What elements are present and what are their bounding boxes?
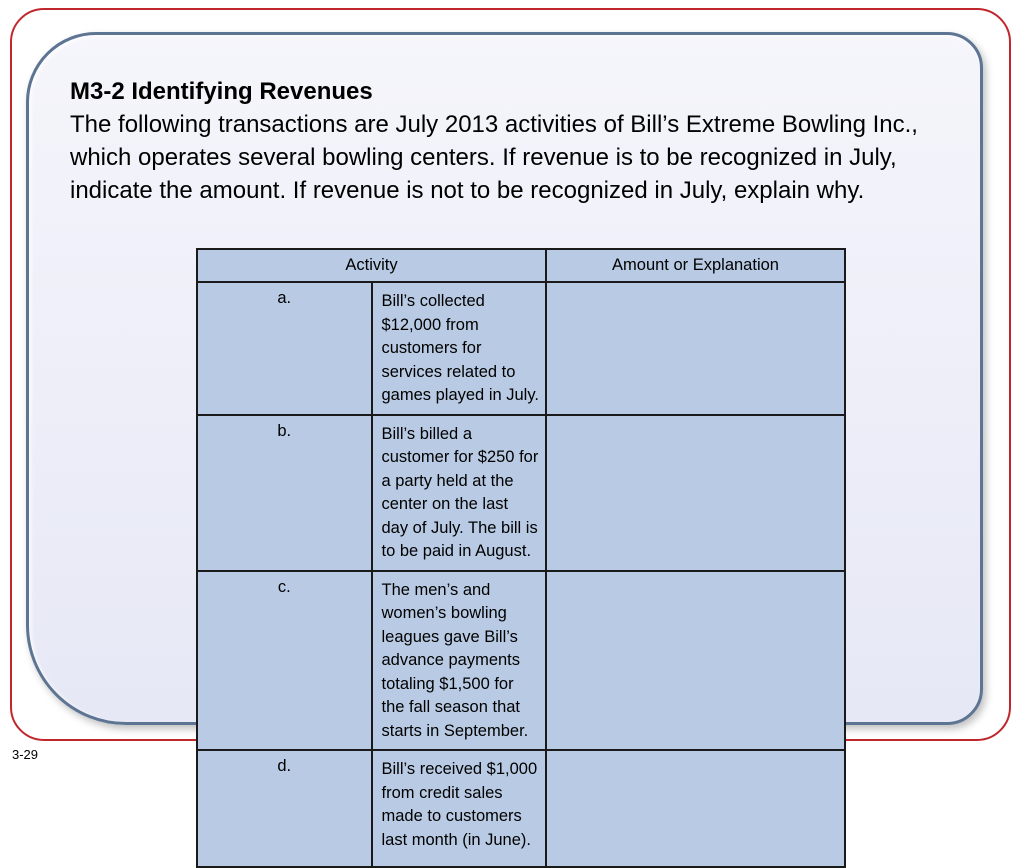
row-activity: The men’s and women’s bowling leagues gave Bill’s advance payments totaling $1,500 for the fall season that starts in September. [372,571,547,751]
row-activity: Bill’s billed a customer for $250 for a party held at the center on the last day of July. The bill is to be paid in August. [372,415,547,571]
slide-description: The following transactions are July 2013 activities of Bill’s Extreme Bowling Inc., which operates several bowling centers. If revenue is to be recognized in July, indicate the amount. If revenue is not to be recognized in July, explain why. [70,111,918,204]
row-amount [546,750,845,867]
row-amount [546,415,845,571]
row-letter: b. [197,415,372,571]
table-row [197,415,845,571]
row-activity: Bill’s collected $12,000 from customers for services related to games played in July. [372,282,547,415]
row-letter: a. [197,282,372,415]
text-block [70,76,960,207]
row-amount [546,282,845,415]
slide-number: 3-29 [12,747,39,762]
slide-title: M3-2 Identifying Revenues [70,78,373,105]
row-letter: c. [197,571,372,751]
table-row [197,571,845,751]
amount-header: Amount or Explanation [546,249,845,282]
table-header-row [197,249,845,282]
table-row [197,282,845,415]
row-amount [546,571,845,751]
table-row [197,750,845,867]
row-activity: Bill’s received $1,000 from credit sales made to customers last month (in June). [372,750,547,867]
row-letter: d. [197,750,372,867]
activity-header: Activity [197,249,546,282]
activities-table [196,248,846,868]
